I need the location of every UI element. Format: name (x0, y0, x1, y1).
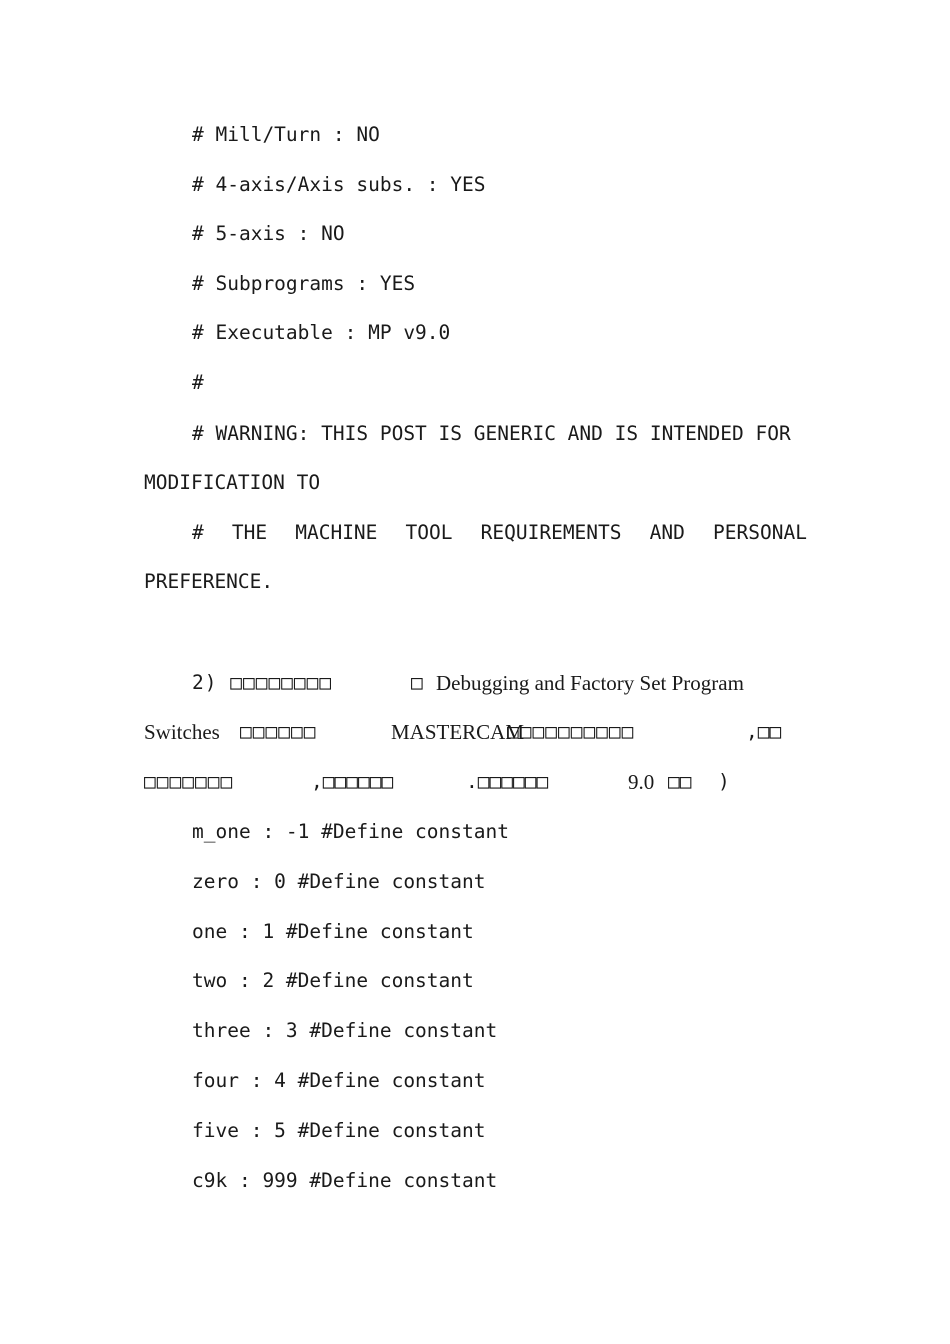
constant-line: one : 1 #Define constant (192, 920, 474, 943)
warning-word: # (192, 521, 204, 544)
section2-english-1: Debugging and Factory Set Program (436, 671, 744, 695)
section2-box: □ (411, 671, 423, 694)
constant-line: three : 3 #Define constant (192, 1019, 498, 1042)
section2-paren: ) (718, 770, 730, 793)
section2-version: 9.0 (628, 770, 655, 794)
section2-dot: .□□□□□□ (466, 770, 549, 793)
four-axis-line: # 4-axis/Axis subs. : YES (192, 173, 486, 196)
warning-word: REQUIREMENTS (480, 521, 622, 544)
warning-word: TOOL (405, 521, 453, 544)
section2-mastercam: MASTERCAM (391, 720, 525, 744)
section2-cjk-end: □□ (668, 770, 692, 793)
section2-cjk-3: □□□□□□□ (144, 770, 234, 793)
warning-line-4: PREFERENCE. (144, 570, 274, 593)
warning-word: AND (649, 521, 685, 544)
section2-cjk-1: □□□□□□ (240, 720, 317, 743)
section2-comma-2: ,□□□□□□ (311, 770, 394, 793)
warning-line-2: MODIFICATION TO (144, 471, 321, 494)
hash-line: # (192, 371, 204, 394)
executable-line: # Executable : MP v9.0 (192, 321, 451, 344)
constant-line: zero : 0 #Define constant (192, 870, 486, 893)
warning-line-3 (192, 520, 807, 546)
constant-line: c9k : 999 #Define constant (192, 1169, 498, 1192)
section2-switches: Switches (144, 720, 220, 744)
five-axis-line: # 5-axis : NO (192, 222, 345, 245)
section2-comma-1: ,□□ (746, 720, 782, 743)
section2-cjk-2: □□□□□□□□□□ (507, 720, 635, 743)
constant-line: five : 5 #Define constant (192, 1119, 486, 1142)
warning-line-1: # WARNING: THIS POST IS GENERIC AND IS INTENDED FOR (192, 422, 791, 445)
warning-word: THE (231, 521, 268, 544)
warning-word: PERSONAL (713, 521, 807, 544)
section2-prefix: 2) □□□□□□□□ (192, 671, 333, 694)
constant-line: two : 2 #Define constant (192, 969, 474, 992)
warning-word: MACHINE (295, 521, 378, 544)
constant-line: m_one : -1 #Define constant (192, 820, 509, 843)
constant-line: four : 4 #Define constant (192, 1069, 486, 1092)
subprograms-line: # Subprograms : YES (192, 272, 416, 295)
mill-turn-line: # Mill/Turn : NO (192, 123, 380, 146)
